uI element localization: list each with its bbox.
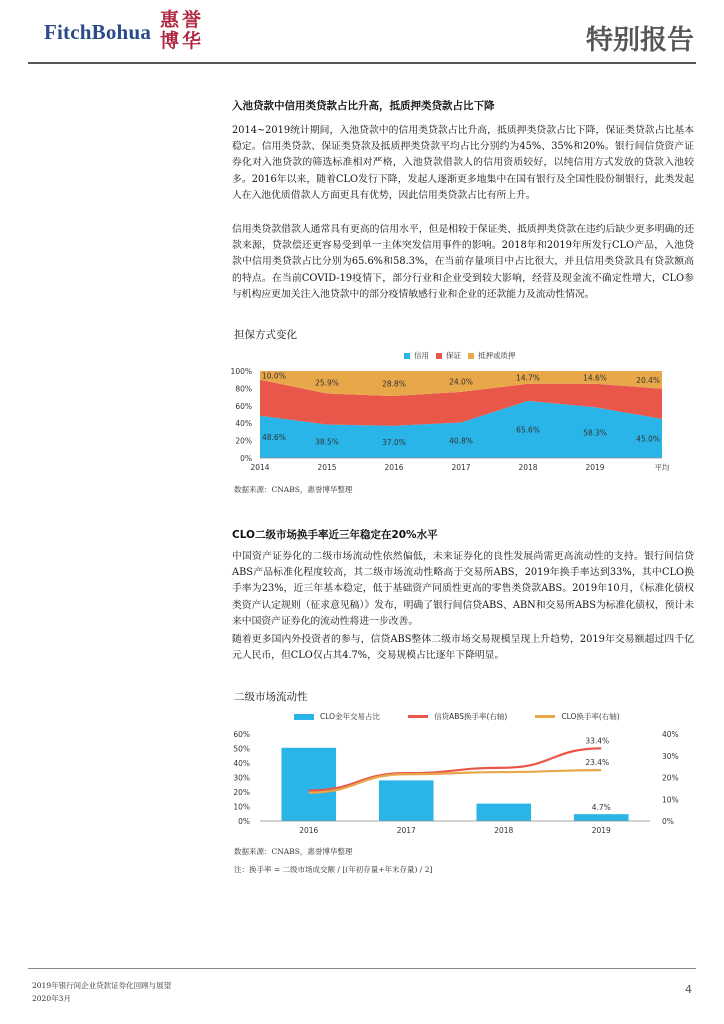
y-left-tick-label: 40% [233, 759, 250, 768]
footer-date: 2020年3月 [32, 994, 71, 1003]
y-right-tick-label: 20% [662, 773, 679, 783]
x-tick-label: 2017 [451, 463, 471, 472]
y-right-tick-label: 10% [662, 795, 679, 805]
chart-title-guarantee: 担保方式变化 [234, 329, 297, 341]
legend-label: CLO金年交易占比 [320, 712, 381, 721]
y-tick-label: 100% [230, 367, 252, 376]
chart2-source: 数据来源：CNABS，惠誉博华整理 [234, 847, 353, 856]
legend-swatch [294, 714, 314, 720]
data-label: 4.7% [591, 803, 611, 813]
chart2-legend [294, 711, 620, 722]
y-right-tick-label: 30% [662, 751, 679, 761]
x-tick-label: 2019 [591, 826, 611, 835]
footer-report-title: 2019年银行间企业贷款证券化回顾与展望 [32, 981, 172, 990]
paragraph: 中国资产证券化的二级市场流动性依然偏低，未来证券化的良性发展尚需更高流动性的支持。银行间信贷ABS产品标准化程度较高，其二级市场流动性略高于交易所ABS，2019年换手率达到33%，其中CLO换手率为23%，近三年基本稳定，低于基础资产同质性更高的零售类贷款ABS。2019年10月，《标准化债权类资产认定规则（征求意见稿）》发布，明确了银行间信贷ABS、ABN和交易所ABS为标准化债权，预计未来中国资产证券化的流动性将进一步改善。 [232, 551, 694, 627]
brand-logo-cn: 惠誉博华 [160, 9, 205, 52]
y-left-tick-label: 0% [238, 817, 250, 826]
bar [379, 780, 434, 821]
legend-label: CLO换手率(右轴) [561, 712, 620, 721]
legend-label: 信贷ABS换手率(右轴) [434, 712, 508, 721]
data-label: 40.8% [449, 436, 473, 446]
y-tick-label: 80% [235, 384, 252, 394]
paragraph: 2014~2019统计期间，入池贷款中的信用类贷款占比升高，抵质押类贷款占比下降，保证类贷款占比基本稳定。信用类贷款、保证类贷款及抵质押类贷款平均占比分别约为45%、35%和20%。银行间信贷资产证券化对入池贷款的筛选标准相对严格，入池贷款借款人的信用资质较好，以纯信用方式发放的贷款入池较多。2016年以来，随着CLO发行下降，发起人逐渐更多地集中在国有银行及全国性股份制银行，此类发起人在入池优质借款人方面更具有优势，因此信用类贷款占比有所上升。 [232, 125, 694, 201]
y-left-tick-label: 50% [233, 744, 250, 754]
chart-liquidity-combo [226, 727, 696, 841]
bar [281, 748, 336, 821]
page-header [0, 0, 724, 64]
y-tick-label: 20% [235, 436, 252, 446]
y-left-tick-label: 30% [233, 773, 250, 783]
y-tick-label: 0% [240, 454, 252, 463]
data-label: 20.4% [636, 375, 660, 385]
chart-guarantee-stacked-area [226, 364, 696, 479]
bar [574, 814, 629, 821]
x-tick-label: 2016 [384, 463, 404, 472]
x-tick-label: 2014 [250, 463, 270, 472]
header-divider [28, 62, 696, 64]
line-series-2 [309, 770, 602, 793]
legend-swatch [404, 353, 410, 359]
data-label: 25.9% [315, 378, 339, 388]
x-tick-label: 2016 [299, 826, 319, 835]
data-label: 38.5% [315, 437, 339, 447]
paragraph: 信用类贷款借款人通常具有更高的信用水平，但是相较于保证类、抵质押类贷款在违约后缺少更多明确的还款来源，贷款偿还更容易受到单一主体突发信用事件的影响。2018年和2019年所发行CLO产品，入池贷款中信用类贷款占比分别为65.6%和58.3%，在当前存量项目中占比很大，并且信用类贷款具有贷款额高的特点。在当前COVID-19疫情下，部分行业和企业受到较大影响，经营及现金流不确定性增大，CLO参与机构应更加关注入池贷款中的部分疫情敏感行业和企业的还款能力及流动性情况。 [232, 224, 694, 300]
y-right-tick-label: 40% [662, 730, 679, 739]
y-tick-label: 60% [235, 401, 252, 411]
legend-swatch [535, 715, 555, 718]
y-right-tick-label: 0% [662, 817, 674, 826]
chart1-source: 数据来源：CNABS，惠誉博华整理 [234, 485, 353, 494]
section-title-loan-type: 入池贷款中信用类贷款占比升高，抵质押类贷款占比下降 [232, 100, 495, 112]
legend-swatch [408, 715, 428, 718]
data-label: 14.6% [583, 373, 607, 383]
chart2-note: 注：换手率 = 二级市场成交额 / [(年初存量+年末存量) / 2] [234, 865, 433, 874]
footer-divider [28, 968, 696, 969]
data-label: 33.4% [585, 736, 610, 746]
chart1-legend [404, 350, 516, 361]
y-left-tick-label: 20% [233, 788, 250, 797]
y-left-tick-label: 10% [233, 802, 250, 812]
section-title-turnover: CLO二级市场换手率近三年稳定在20%水平 [232, 529, 438, 541]
y-left-tick-label: 60% [233, 730, 250, 739]
data-label: 45.0% [636, 434, 660, 444]
legend-swatch [468, 353, 474, 359]
data-label: 48.6% [262, 432, 286, 442]
page-number: 4 [685, 983, 692, 996]
legend-label: 抵押或质押 [478, 351, 516, 360]
x-tick-label: 2018 [494, 826, 514, 835]
data-label: 14.7% [516, 373, 540, 383]
x-tick-label: 平均 [654, 463, 670, 472]
legend-swatch [436, 353, 442, 359]
data-label: 58.3% [583, 428, 607, 438]
x-tick-label: 2015 [317, 463, 337, 472]
chart-title-liquidity: 二级市场流动性 [234, 691, 308, 703]
x-tick-label: 2017 [396, 826, 416, 835]
report-type-title: 特别报告 [586, 25, 694, 56]
brand-logo: FitchBohua [44, 20, 152, 44]
x-tick-label: 2019 [585, 463, 605, 472]
data-label: 28.8% [382, 379, 406, 389]
y-tick-label: 40% [235, 419, 252, 429]
paragraph: 随着更多国内外投资者的参与，信贷ABS整体二级市场交易规模呈现上升趋势，2019年交易额超过四千亿元人民币，但CLO仅占其4.7%，交易规模占比逐年下降明显。 [232, 634, 694, 662]
legend-label: 信用 [414, 351, 429, 360]
bar [476, 804, 531, 821]
data-label: 24.0% [449, 377, 473, 387]
data-label: 23.4% [585, 758, 610, 768]
legend-label: 保证 [446, 351, 461, 360]
data-label: 37.0% [382, 437, 406, 447]
x-tick-label: 2018 [518, 463, 538, 472]
data-label: 10.0% [262, 371, 286, 381]
data-label: 65.6% [516, 425, 540, 435]
